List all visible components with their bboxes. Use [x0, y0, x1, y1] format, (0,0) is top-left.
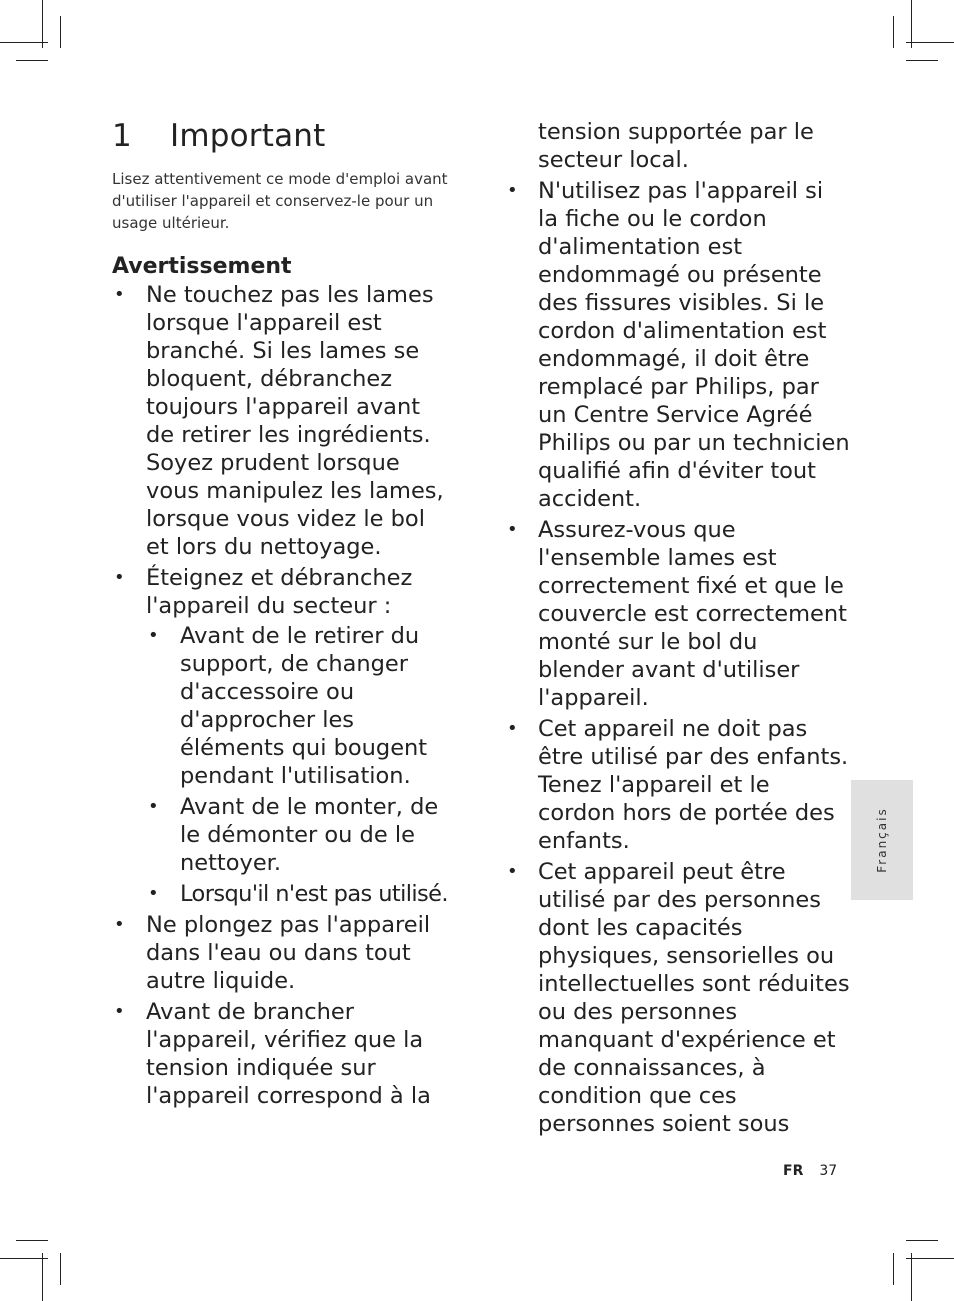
- sub-list: [146, 622, 452, 908]
- list-item: [112, 998, 452, 1110]
- language-tab-label: Français: [875, 807, 889, 873]
- bullet: •: [507, 718, 518, 739]
- bullet: •: [148, 625, 159, 646]
- bullet: •: [507, 519, 518, 540]
- crop-mark: [42, 1253, 43, 1301]
- bullet: •: [148, 796, 159, 817]
- language-tab: [851, 780, 913, 900]
- crop-mark: [906, 1240, 938, 1241]
- sub-list-item-text: Lorsqu'il n'est pas utilisé.: [180, 881, 448, 907]
- crop-mark: [60, 1253, 61, 1285]
- footer-language-code: FR: [783, 1163, 804, 1179]
- crop-mark: [16, 60, 48, 61]
- crop-mark: [42, 0, 43, 48]
- warning-list-continued: [505, 177, 850, 1138]
- sub-list-item: [146, 880, 452, 908]
- warning-list: [112, 281, 452, 1110]
- list-item-text: Avant de brancher l'appareil, vérifiez que la tension indiquée sur l'appareil correspond à la: [146, 999, 431, 1109]
- sub-list-item: [146, 622, 452, 790]
- list-item: [505, 715, 850, 855]
- list-item-text: Éteignez et débranchez l'appareil du secteur :: [146, 565, 413, 619]
- page-footer: [783, 1163, 837, 1179]
- list-item: [505, 177, 850, 513]
- list-item: [112, 564, 452, 908]
- bullet: •: [114, 284, 125, 305]
- sub-list-item-text: Avant de le retirer du support, de changer d'accessoire ou d'approcher les éléments qui bougent pendant l'utilisation.: [180, 623, 428, 789]
- crop-mark: [911, 0, 912, 48]
- right-column: [505, 118, 850, 1141]
- crop-mark: [911, 1253, 912, 1301]
- list-item: [505, 516, 850, 712]
- list-item: [112, 281, 452, 561]
- crop-mark: [906, 60, 938, 61]
- page-number: 37: [819, 1163, 838, 1179]
- crop-mark: [893, 16, 894, 48]
- sub-list-item: [146, 793, 452, 877]
- list-item-text: Cet appareil peut être utilisé par des personnes dont les capacités physiques, sensorielles ou intellectuelles sont réduites ou des personnes manquant d'expérience et de connaissances, à condition que ces personnes soient sous: [538, 859, 850, 1137]
- bullet: •: [148, 883, 159, 904]
- bullet: •: [507, 861, 518, 882]
- left-column: [112, 118, 452, 1113]
- crop-mark: [60, 16, 61, 48]
- crop-mark: [906, 42, 954, 43]
- sub-list-item-text: Avant de le monter, de le démonter ou de le nettoyer.: [180, 794, 439, 876]
- crop-mark: [893, 1253, 894, 1285]
- warning-subheading: Avertissement: [112, 254, 292, 279]
- list-item-text: Assurez-vous que l'ensemble lames est correctement fixé et que le couvercle est correctement monté sur le bol du blender avant d'utiliser l'appareil.: [538, 517, 847, 711]
- crop-mark: [906, 1258, 954, 1259]
- crop-mark: [0, 1258, 48, 1259]
- bullet: •: [114, 914, 125, 935]
- list-item-text: Ne touchez pas les lames lorsque l'appareil est branché. Si les lames se bloquent, débranchez toujours l'appareil avant de retirer les ingrédients. Soyez prudent lorsque vous manipulez les lames, lorsque vous videz le bol et lors du nettoyage.: [146, 282, 444, 560]
- section-heading: [112, 118, 452, 154]
- bullet: •: [114, 1001, 125, 1022]
- continued-text: tension supportée par le secteur local.: [538, 119, 814, 173]
- section-title: Important: [170, 118, 326, 154]
- crop-mark: [0, 42, 48, 43]
- intro-paragraph: Lisez attentivement ce mode d'emploi avant d'utiliser l'appareil et conservez-le pour un usage ultérieur.: [112, 170, 448, 232]
- section-number: 1: [112, 118, 132, 154]
- bullet: •: [114, 567, 125, 588]
- list-item: [505, 858, 850, 1138]
- list-item: [112, 911, 452, 995]
- bullet: •: [507, 180, 518, 201]
- list-item-text: N'utilisez pas l'appareil si la fiche ou le cordon d'alimentation est endommagé ou présente des fissures visibles. Si le cordon d'alimentation est endommagé, il doit être remplacé par Philips, par un Centre Service Agréé Philips ou par un technicien qualifié afin d'éviter tout accident.: [538, 178, 850, 512]
- list-item-text: Ne plongez pas l'appareil dans l'eau ou dans tout autre liquide.: [146, 912, 431, 994]
- crop-mark: [16, 1240, 48, 1241]
- list-item-text: Cet appareil ne doit pas être utilisé par des enfants. Tenez l'appareil et le cordon hors de portée des enfants.: [538, 716, 849, 854]
